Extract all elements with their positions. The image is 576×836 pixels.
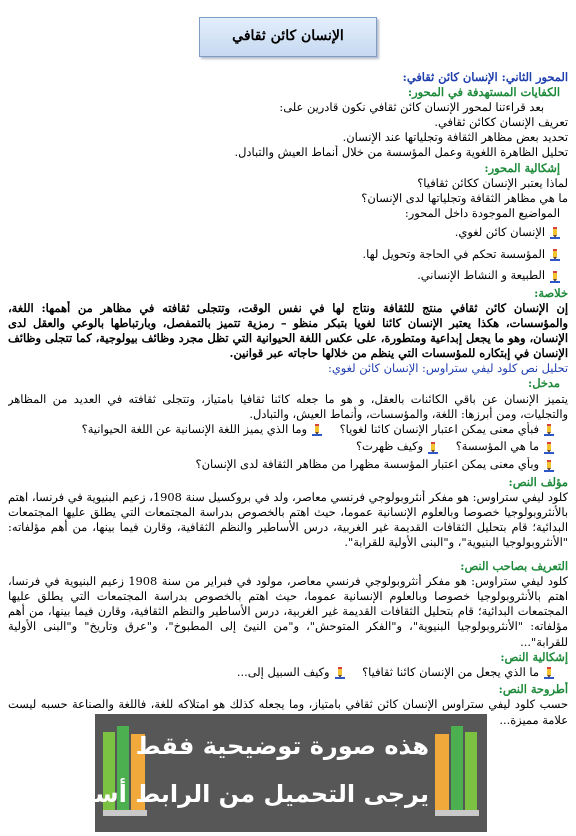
paragraph: كلود ليفي ستراوس: هو مفكر أنثروبولوجي فرنسي معاصر، ولد في بروكسيل سنة 1908، زعيم البنيوية في فرنسا، اهتم بالأنثروبولوجيا خصوصا وبالعلوم الإنسانية عموما، حيث اهتم بالخصوص بدراسة المجتمعات التي يطلق عليها المجتمعات البدائية؛ قام بتحليل الثقافات القديمة غير الغربية، درس الأساطير والنظم الثقافية، وقارن فيما بينها، من أهم مؤلفاته: "الأنثروبولوجيا البنيوية"، و"البنى الأولية للقرابة". xyxy=(8,489,568,549)
watermark-banner xyxy=(53,714,487,832)
text-line: تعريف الإنسان ككائن ثقافي. xyxy=(434,115,568,130)
list-item: فبأي معنى يمكن اعتبار الإنسان كائنا لغويا؟ xyxy=(340,422,568,437)
pencil-bullet-icon xyxy=(544,460,554,472)
pencil-bullet-icon xyxy=(428,442,438,454)
section-heading: المحور الثاني: الإنسان كائن ثقافي: xyxy=(402,70,568,84)
list-item: المؤسسة تحكم في الحاجة وتحويل لها. xyxy=(363,247,568,262)
list-item: وما الذي يميز اللغة الإنسانية عن اللغة الحيوانية؟ xyxy=(82,422,336,437)
list-item: وكيف ظهرت؟ xyxy=(356,439,452,454)
pencil-bullet-icon xyxy=(550,227,560,239)
document-body xyxy=(6,70,570,728)
subheading: إشكالية النص: xyxy=(500,649,568,664)
pencil-bullet-icon xyxy=(544,442,554,454)
pencil-bullet-icon xyxy=(312,424,322,436)
pencil-bullet-icon xyxy=(544,424,554,436)
pencil-bullet-icon xyxy=(550,249,560,261)
list-item: وكيف السبيل إلى... xyxy=(237,665,359,680)
pencil-bullet-icon xyxy=(335,667,345,679)
paragraph: إن الإنسان كائن ثقافي منتج للثقافة ونتاج لها في نفس الوقت، وتتجلى ثقافته في مظاهر من أهمها: اللغة، والمؤسسات، هكذا يعتبر الإنسان كائنا لغويا بتبكر منظو – رمزية تتميز بالتمفصل، وبارتباطها بالوعي والعقل لدى الإنسان، وهو ما يجعل إبداعية ومتطورة، على عكس اللغة الحيوانية التي تظل مجرد وظائف بيولوجية، كما تتجلى وظائف الإنسان في إبتكاره للمؤسسات التي ينظم من خلالها حاجاته عبر قوانين. xyxy=(8,300,568,361)
list-item: الإنسان كائن لغوي. xyxy=(455,225,568,240)
subheading: خلاصة: xyxy=(534,285,568,300)
document-page xyxy=(6,0,570,836)
list-item: ما الذي يجعل من الإنسان كائنا ثقافيا؟ xyxy=(362,665,568,680)
subheading: مدخل: xyxy=(528,376,560,391)
paragraph: يتميز الإنسان عن باقي الكائنات بالعقل، و هو ما جعله كائنا ثقافيا بامتياز، وتتجلى ثقافته في العديد من المظاهر والتجليات، ومن أبرزها: اللغة، والمؤسسات، وأنماط العيش، والتبادل. xyxy=(8,391,568,421)
pencil-bullet-icon xyxy=(550,271,560,283)
list-item: وبأي معنى يمكن اعتبار المؤسسة مظهرا من مظاهر الثقافة لدى الإنسان؟ xyxy=(196,457,568,472)
subheading: إشكالية المحور: xyxy=(484,160,560,175)
paragraph: كلود ليفي ستراوس: هو مفكر أنثروبولوجي فرنسي معاصر، مولود في فبراير من سنة 1908 زعيم البنيوية في فرنسا، اهتم بالأنثروبولوجيا خصوصا وبالعلوم الإنسانية عموما، حيث اهتم بالخصوص بدراسة المجتمعات التي يطلق عليها المجتمعات البدائية؛ قام بتحليل الثقافات القديمة غير الغربية، درس الأساطير والنظم الثقافية، وقارن فيما بينها، من أهم مؤلفاته: "الأنثروبولوجيا البنيوية"، و"الفكر المتوحش"، و"من النيئ إلى المطبوخ"، و"عرق وتاريخ" و"البنى الأولية للقرابة"... xyxy=(8,574,568,649)
subheading: التعريف بصاحب النص: xyxy=(460,559,568,574)
pencil-bullet-icon xyxy=(544,667,554,679)
text-line: ما هي مظاهر الثقافة وتجلياتها لدى الإنسان؟ xyxy=(361,190,568,205)
text-line: تحليل الظاهرة اللغوية وعمل المؤسسة من خلال أنماط العيش والتبادل. xyxy=(234,145,568,160)
text-line: بعد قراءتنا لمحور الإنسان كائن ثقافي نكون قادرين على: xyxy=(279,100,544,115)
text-line: تحديد بعض مظاهر الثقافة وتجلياتها عند الإنسان. xyxy=(342,130,568,145)
section-heading: تحليل نص كلود ليفي ستراوس: الإنسان كائن لغوي: xyxy=(328,361,568,376)
page-title-box xyxy=(199,17,377,57)
page-title: الإنسان كائن ثقافي xyxy=(232,28,344,45)
list-item: ما هي المؤسسة؟ xyxy=(456,439,568,454)
text-line: المواضيع الموجودة داخل المحور: xyxy=(404,205,560,220)
subheading: أطروحة النص: xyxy=(498,682,568,697)
list-item: الطبيعة و النشاط الإنساني. xyxy=(417,268,568,283)
watermark-line-2: يرجى التحميل من الرابط أسفله xyxy=(53,780,429,808)
watermark-line-1: هذه صورة توضيحية فقط xyxy=(135,732,429,760)
subheading: مؤلف النص: xyxy=(508,474,568,489)
books-icon xyxy=(433,722,481,818)
paragraph: حسب كلود ليفي ستراوس الإنسان كائن ثقافي بامتياز، وما يجعله كذلك هو امتلاكه للغة، فاللغة والصناعة حسبه ليست علامة مميزة... xyxy=(8,697,568,727)
subheading: الكفايات المستهدفة في المحور: xyxy=(407,85,560,100)
text-line: لماذا يعتبر الإنسان ككائن ثقافيا؟ xyxy=(417,175,568,190)
